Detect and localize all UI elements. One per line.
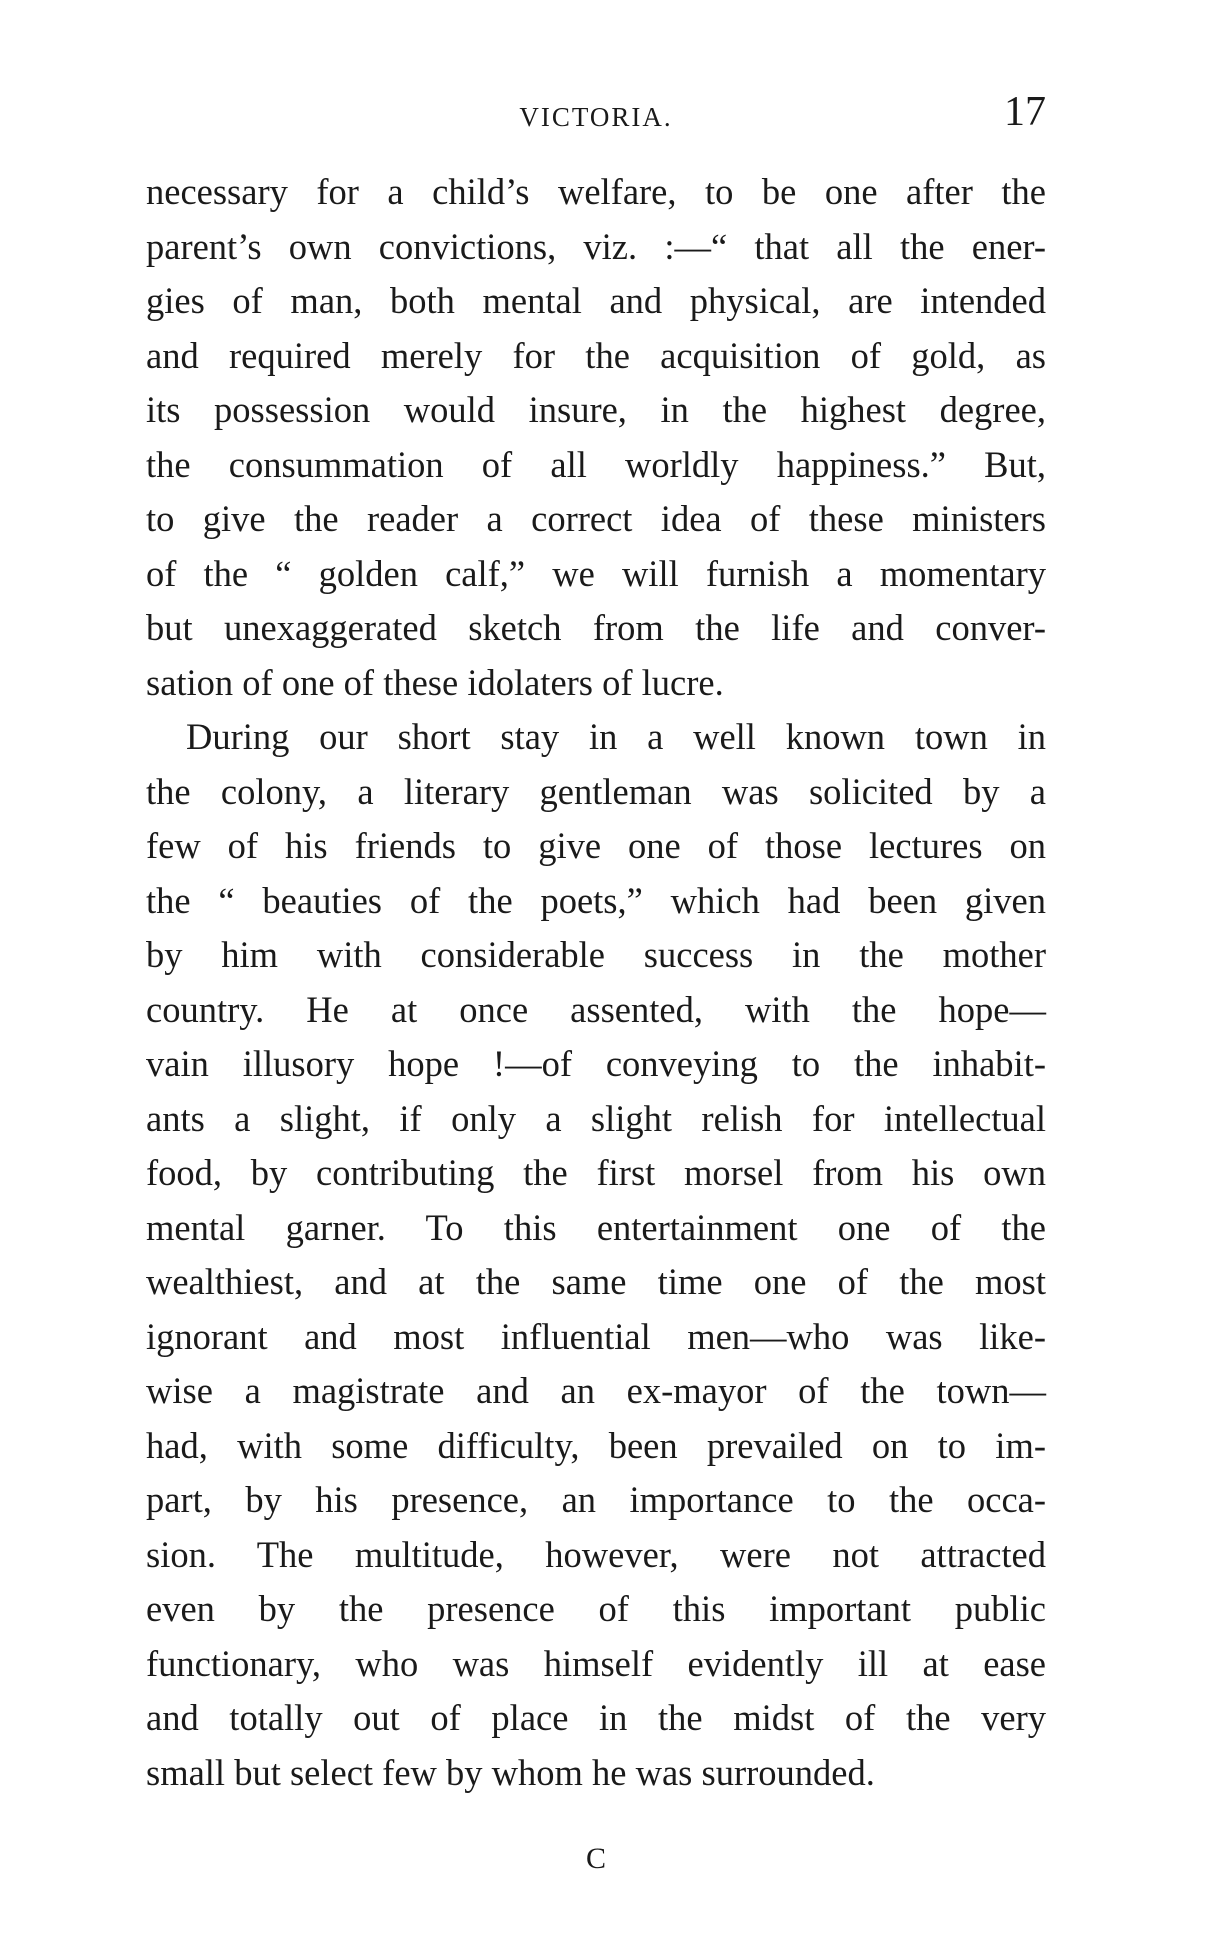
text-line: the consummation of all worldly happiness.” But, [146,443,1046,485]
text-line: but unexaggerated sketch from the life and conver- [146,607,1046,648]
text-line: and totally out of place in the midst of the very [146,1697,1046,1738]
signature-mark: C [585,1842,606,1875]
text-line: country. He at once assented, with the hope— [146,988,1046,1030]
text-line: even by the presence of this important public [146,1588,1046,1629]
text-line: the “ beauties of the poets,” which had been given [146,879,1046,921]
paragraph-2 [146,710,1046,1800]
text-line: of the “ golden calf,” we will furnish a momentary [146,552,1046,594]
page-number: 17 [1004,89,1046,135]
text-line: to give the reader a correct idea of these ministers [146,498,1046,539]
text-line: sation of one of these idolaters of lucre. [146,661,724,703]
text-line: gies of man, both mental and physical, are intended [146,280,1046,321]
text-line: the colony, a literary gentleman was solicited by a [146,770,1046,812]
body-text [146,165,1046,1800]
text-line: food, by contributing the first morsel from his own [146,1152,1046,1193]
text-line: vain illusory hope !—of conveying to the inhabit- [146,1043,1046,1084]
text-line: functionary, who was himself evidently ill at ease [146,1642,1046,1684]
text-line: ignorant and most influential men—who was like- [146,1315,1046,1357]
paragraph-1 [146,165,1046,710]
text-line: ants a slight, if only a slight relish for intellectual [146,1097,1046,1139]
text-line: parent’s own convictions, viz. :—“ that all the ener- [146,225,1046,267]
text-line: part, by his presence, an importance to the occa- [146,1479,1046,1520]
text-line: mental garner. To this entertainment one of the [146,1206,1046,1248]
text-line: and required merely for the acquisition of gold, as [146,334,1046,376]
text-line: During our short stay in a well known town in [186,716,1046,757]
running-title: VICTORIA. [519,102,673,132]
text-line: wise a magistrate and an ex-mayor of the town— [146,1370,1046,1411]
text-line: wealthiest, and at the same time one of the most [146,1261,1046,1302]
running-head [146,88,1046,148]
text-line: few of his friends to give one of those lectures on [146,825,1046,866]
text-line: by him with considerable success in the mother [146,934,1046,975]
text-line: sion. The multitude, however, were not attracted [146,1533,1046,1575]
text-line: its possession would insure, in the highest degree, [146,389,1046,430]
text-line: necessary for a child’s welfare, to be one after the [146,171,1046,212]
text-line: small but select few by whom he was surrounded. [146,1751,875,1793]
text-line: had, with some difficulty, been prevailed on to im- [146,1424,1046,1466]
